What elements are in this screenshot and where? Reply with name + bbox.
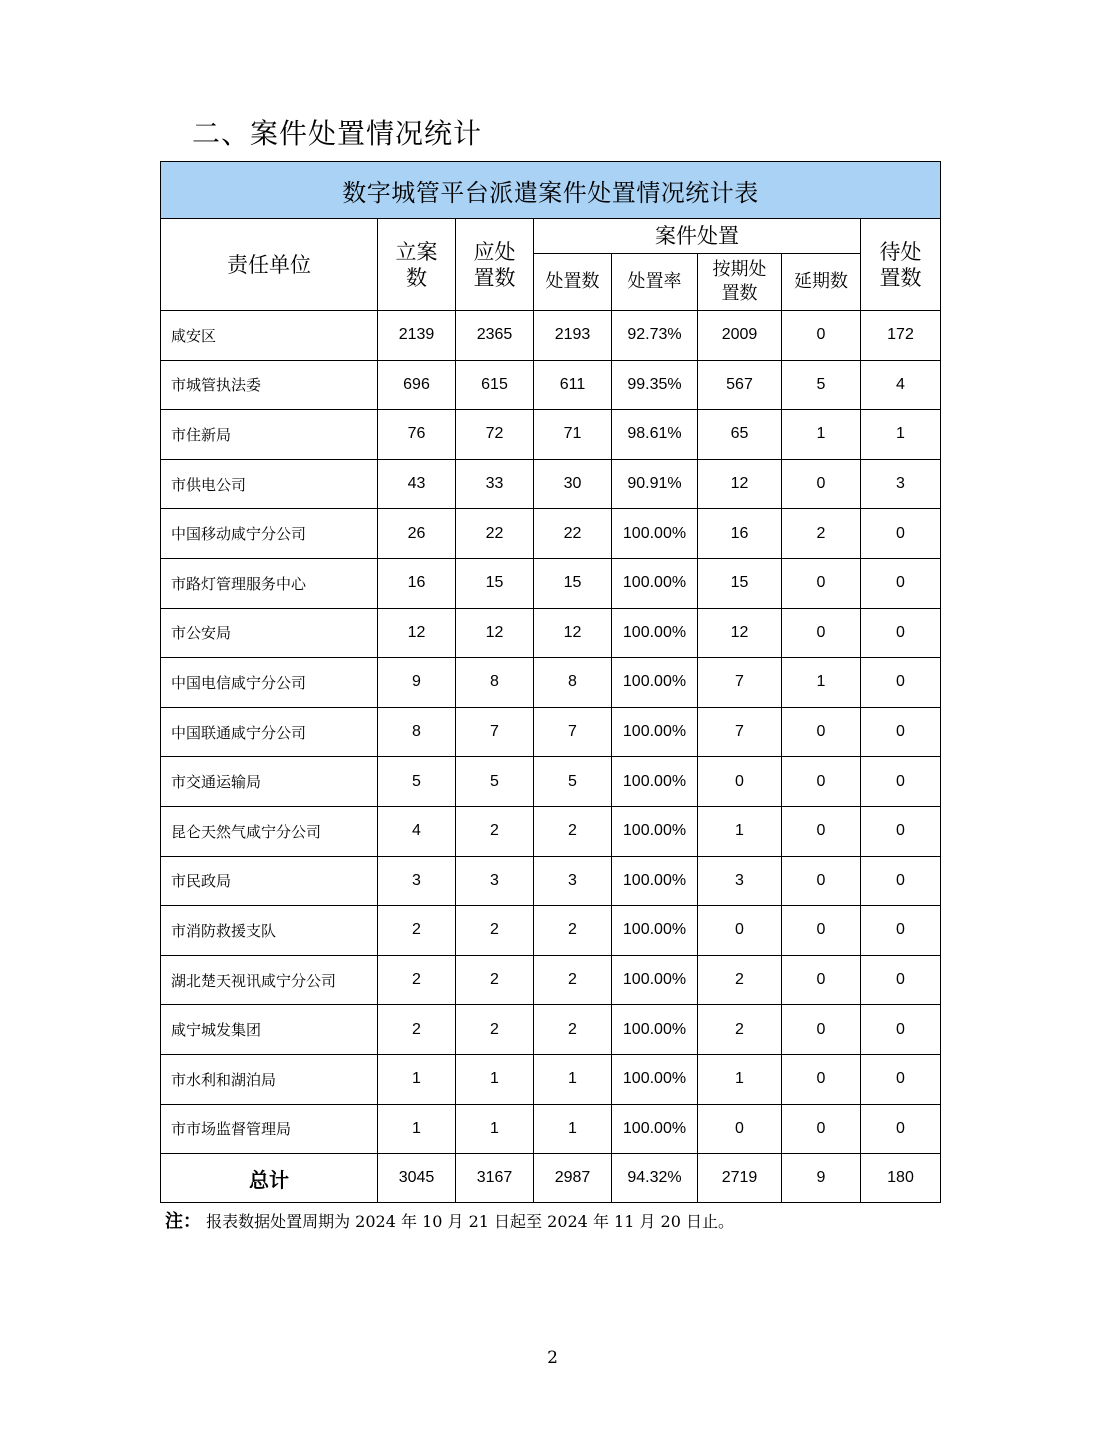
ontime-cell: 65 <box>698 410 782 460</box>
pending-cell: 0 <box>861 707 941 757</box>
disposed-cell: 2193 <box>534 311 612 361</box>
ontime-cell: 16 <box>698 509 782 559</box>
rate-cell: 100.00% <box>612 1005 698 1055</box>
filed-cell: 76 <box>378 410 456 460</box>
unit-name-cell: 市路灯管理服务中心 <box>161 558 378 608</box>
table-row <box>161 806 941 856</box>
ontime-cell: 1 <box>698 806 782 856</box>
table-body <box>161 311 941 1154</box>
unit-name-cell: 市住新局 <box>161 410 378 460</box>
disposed-cell: 2 <box>534 1005 612 1055</box>
ontime-cell: 2 <box>698 1005 782 1055</box>
table-title: 数字城管平台派遣案件处置情况统计表 <box>161 162 941 219</box>
disposed-cell: 15 <box>534 558 612 608</box>
case-statistics-table <box>160 161 941 1203</box>
delayed-cell: 0 <box>782 459 861 509</box>
delayed-cell: 0 <box>782 1005 861 1055</box>
rate-cell: 100.00% <box>612 1104 698 1154</box>
rate-cell: 99.35% <box>612 360 698 410</box>
unit-name-cell: 市供电公司 <box>161 459 378 509</box>
ontime-cell: 0 <box>698 1104 782 1154</box>
due-cell: 7 <box>456 707 534 757</box>
table-row <box>161 856 941 906</box>
pending-cell: 0 <box>861 955 941 1005</box>
rate-cell: 92.73% <box>612 311 698 361</box>
disposed-cell: 2 <box>534 806 612 856</box>
unit-name-cell: 市民政局 <box>161 856 378 906</box>
ontime-cell: 3 <box>698 856 782 906</box>
table-row <box>161 707 941 757</box>
unit-name-cell: 中国电信咸宁分公司 <box>161 658 378 708</box>
disposed-cell: 5 <box>534 757 612 807</box>
delayed-cell: 1 <box>782 658 861 708</box>
disposed-cell: 8 <box>534 658 612 708</box>
delayed-cell: 0 <box>782 608 861 658</box>
unit-name-cell: 中国移动咸宁分公司 <box>161 509 378 559</box>
unit-name-cell: 湖北楚天视讯咸宁分公司 <box>161 955 378 1005</box>
header-unit: 责任单位 <box>161 219 378 311</box>
filed-cell: 2139 <box>378 311 456 361</box>
table-row <box>161 509 941 559</box>
due-cell: 5 <box>456 757 534 807</box>
header-ontime: 按期处 置数 <box>698 254 782 311</box>
unit-name-cell: 中国联通咸宁分公司 <box>161 707 378 757</box>
pending-cell: 0 <box>861 906 941 956</box>
total-ontime-cell: 2719 <box>698 1154 782 1203</box>
due-cell: 2365 <box>456 311 534 361</box>
rate-cell: 100.00% <box>612 509 698 559</box>
rate-cell: 98.61% <box>612 410 698 460</box>
page-number: 2 <box>547 1348 558 1368</box>
table-row <box>161 906 941 956</box>
total-due-cell: 3167 <box>456 1154 534 1203</box>
pending-cell: 1 <box>861 410 941 460</box>
rate-cell: 100.00% <box>612 806 698 856</box>
disposed-cell: 611 <box>534 360 612 410</box>
due-cell: 12 <box>456 608 534 658</box>
pending-cell: 0 <box>861 558 941 608</box>
delayed-cell: 0 <box>782 707 861 757</box>
header-due: 应处 置数 <box>456 219 534 311</box>
ontime-cell: 0 <box>698 757 782 807</box>
delayed-cell: 5 <box>782 360 861 410</box>
footnote-label: 注： <box>165 1211 201 1232</box>
disposed-cell: 71 <box>534 410 612 460</box>
header-filed: 立案 数 <box>378 219 456 311</box>
rate-cell: 100.00% <box>612 707 698 757</box>
filed-cell: 43 <box>378 459 456 509</box>
pending-cell: 0 <box>861 1104 941 1154</box>
pending-cell: 0 <box>861 757 941 807</box>
header-pending: 待处 置数 <box>861 219 941 311</box>
due-cell: 72 <box>456 410 534 460</box>
disposed-cell: 12 <box>534 608 612 658</box>
table-row <box>161 360 941 410</box>
filed-cell: 1 <box>378 1054 456 1104</box>
disposed-cell: 2 <box>534 906 612 956</box>
unit-name-cell: 市市场监督管理局 <box>161 1104 378 1154</box>
delayed-cell: 0 <box>782 311 861 361</box>
footnote <box>165 1207 734 1233</box>
delayed-cell: 0 <box>782 1054 861 1104</box>
rate-cell: 100.00% <box>612 856 698 906</box>
filed-cell: 5 <box>378 757 456 807</box>
unit-name-cell: 市水利和湖泊局 <box>161 1054 378 1104</box>
unit-name-cell: 咸宁城发集团 <box>161 1005 378 1055</box>
total-delayed-cell: 9 <box>782 1154 861 1203</box>
total-rate-cell: 94.32% <box>612 1154 698 1203</box>
table-row <box>161 459 941 509</box>
header-delayed: 延期数 <box>782 254 861 311</box>
pending-cell: 3 <box>861 459 941 509</box>
pending-cell: 0 <box>861 658 941 708</box>
filed-cell: 2 <box>378 1005 456 1055</box>
disposed-cell: 22 <box>534 509 612 559</box>
delayed-cell: 0 <box>782 558 861 608</box>
section-heading: 二、案件处置情况统计 <box>192 117 483 150</box>
total-row <box>161 1154 941 1203</box>
rate-cell: 100.00% <box>612 558 698 608</box>
unit-name-cell: 市交通运输局 <box>161 757 378 807</box>
filed-cell: 16 <box>378 558 456 608</box>
unit-name-cell: 市公安局 <box>161 608 378 658</box>
delayed-cell: 2 <box>782 509 861 559</box>
delayed-cell: 0 <box>782 906 861 956</box>
due-cell: 2 <box>456 806 534 856</box>
due-cell: 15 <box>456 558 534 608</box>
header-rate: 处置率 <box>612 254 698 311</box>
delayed-cell: 0 <box>782 856 861 906</box>
filed-cell: 2 <box>378 906 456 956</box>
unit-name-cell: 市城管执法委 <box>161 360 378 410</box>
total-filed-cell: 3045 <box>378 1154 456 1203</box>
unit-name-cell: 昆仑天然气咸宁分公司 <box>161 806 378 856</box>
filed-cell: 2 <box>378 955 456 1005</box>
filed-cell: 26 <box>378 509 456 559</box>
due-cell: 2 <box>456 955 534 1005</box>
table-row <box>161 311 941 361</box>
unit-name-cell: 咸安区 <box>161 311 378 361</box>
table-row <box>161 1104 941 1154</box>
rate-cell: 100.00% <box>612 658 698 708</box>
filed-cell: 9 <box>378 658 456 708</box>
delayed-cell: 0 <box>782 806 861 856</box>
rate-cell: 100.00% <box>612 757 698 807</box>
pending-cell: 0 <box>861 856 941 906</box>
ontime-cell: 1 <box>698 1054 782 1104</box>
table-row <box>161 757 941 807</box>
pending-cell: 0 <box>861 1054 941 1104</box>
rate-cell: 90.91% <box>612 459 698 509</box>
delayed-cell: 0 <box>782 757 861 807</box>
table-row <box>161 410 941 460</box>
due-cell: 33 <box>456 459 534 509</box>
rate-cell: 100.00% <box>612 608 698 658</box>
table-row <box>161 608 941 658</box>
filed-cell: 3 <box>378 856 456 906</box>
due-cell: 8 <box>456 658 534 708</box>
due-cell: 22 <box>456 509 534 559</box>
ontime-cell: 2 <box>698 955 782 1005</box>
total-pending-cell: 180 <box>861 1154 941 1203</box>
ontime-cell: 0 <box>698 906 782 956</box>
rate-cell: 100.00% <box>612 1054 698 1104</box>
pending-cell: 172 <box>861 311 941 361</box>
total-label: 总计 <box>161 1154 378 1203</box>
ontime-cell: 567 <box>698 360 782 410</box>
rate-cell: 100.00% <box>612 906 698 956</box>
table-row <box>161 658 941 708</box>
disposed-cell: 2 <box>534 955 612 1005</box>
header-disposal-group: 案件处置 <box>534 219 861 254</box>
disposed-cell: 3 <box>534 856 612 906</box>
due-cell: 2 <box>456 1005 534 1055</box>
ontime-cell: 12 <box>698 608 782 658</box>
delayed-cell: 0 <box>782 955 861 1005</box>
due-cell: 3 <box>456 856 534 906</box>
filed-cell: 1 <box>378 1104 456 1154</box>
pending-cell: 0 <box>861 1005 941 1055</box>
unit-name-cell: 市消防救援支队 <box>161 906 378 956</box>
table-row <box>161 1005 941 1055</box>
due-cell: 2 <box>456 906 534 956</box>
disposed-cell: 30 <box>534 459 612 509</box>
disposed-cell: 1 <box>534 1104 612 1154</box>
ontime-cell: 15 <box>698 558 782 608</box>
due-cell: 1 <box>456 1104 534 1154</box>
filed-cell: 12 <box>378 608 456 658</box>
header-disposed: 处置数 <box>534 254 612 311</box>
total-disposed-cell: 2987 <box>534 1154 612 1203</box>
pending-cell: 0 <box>861 608 941 658</box>
delayed-cell: 1 <box>782 410 861 460</box>
ontime-cell: 2009 <box>698 311 782 361</box>
ontime-cell: 12 <box>698 459 782 509</box>
pending-cell: 0 <box>861 806 941 856</box>
ontime-cell: 7 <box>698 707 782 757</box>
due-cell: 1 <box>456 1054 534 1104</box>
rate-cell: 100.00% <box>612 955 698 1005</box>
filed-cell: 696 <box>378 360 456 410</box>
pending-cell: 4 <box>861 360 941 410</box>
due-cell: 615 <box>456 360 534 410</box>
table-row <box>161 955 941 1005</box>
filed-cell: 4 <box>378 806 456 856</box>
ontime-cell: 7 <box>698 658 782 708</box>
disposed-cell: 7 <box>534 707 612 757</box>
disposed-cell: 1 <box>534 1054 612 1104</box>
table-row <box>161 558 941 608</box>
table-row <box>161 1054 941 1104</box>
footnote-text: 报表数据处置周期为 2024 年 10 月 21 日起至 2024 年 11 月 20 日止。 <box>206 1212 735 1231</box>
delayed-cell: 0 <box>782 1104 861 1154</box>
filed-cell: 8 <box>378 707 456 757</box>
pending-cell: 0 <box>861 509 941 559</box>
